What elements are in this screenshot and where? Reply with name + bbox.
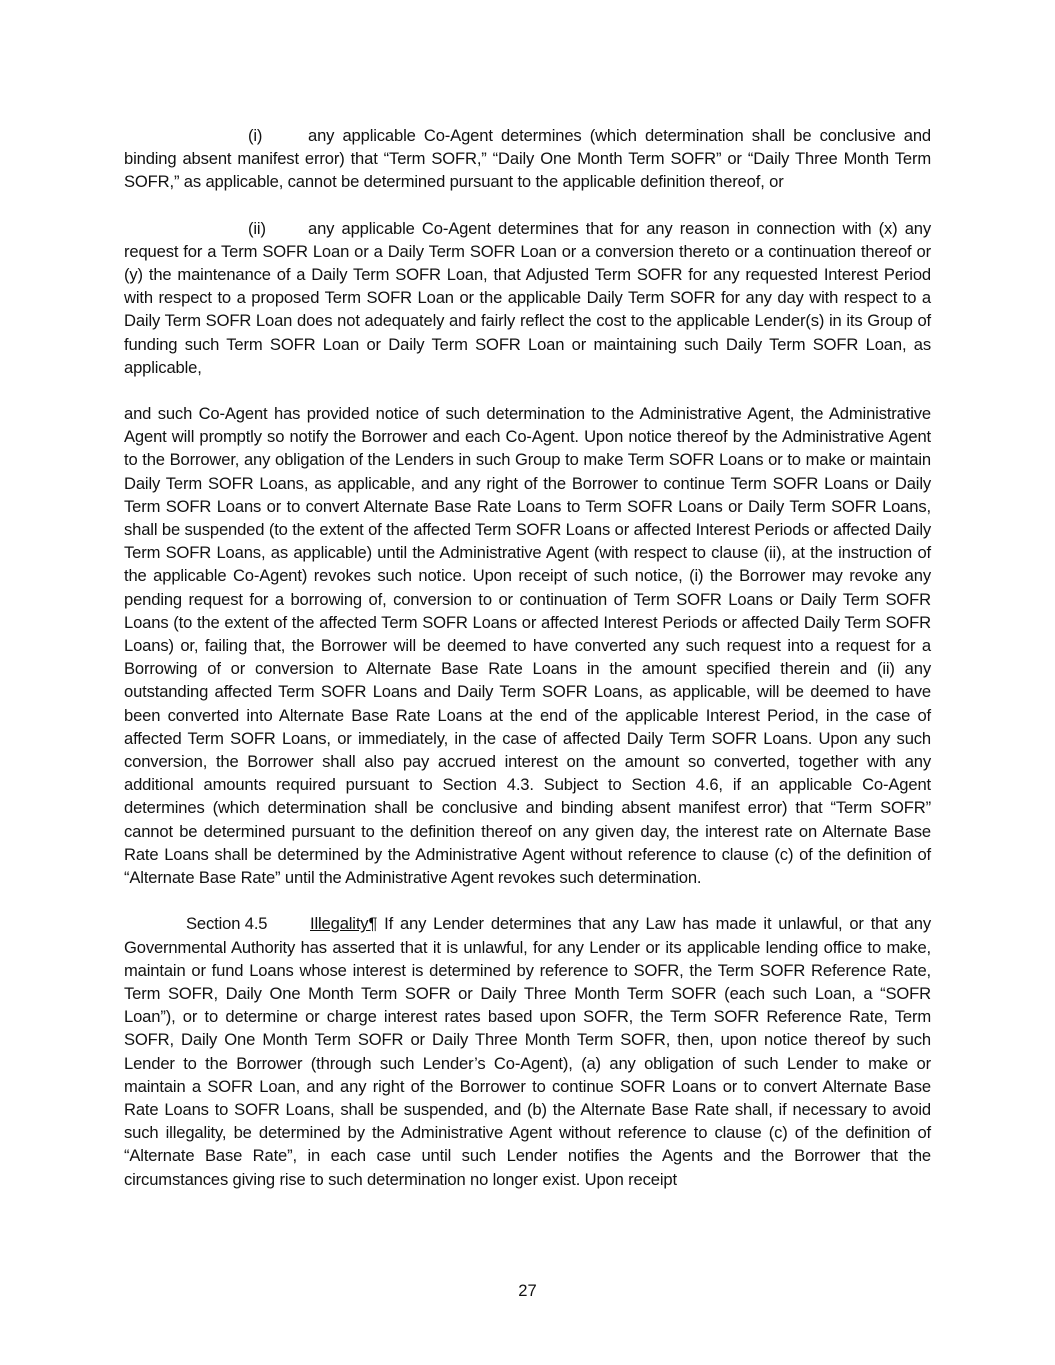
clause-i-label: (i) <box>248 126 263 145</box>
clause-ii-text: any applicable Co-Agent determines that for any reason in connection with (x) any request for a Term SOFR Loan or a Daily Term SOFR Loan or a conversion thereto or a continuation thereof or (y) the maintenance of a Daily Term SOFR Loan, that Adjusted Term SOFR for any requested Interest Period with respect to a proposed Term SOFR Loan or the applicable Daily Term SOFR for any day with respect to a Daily Term SOFR Loan does not adequately and fairly reflect the cost to the applicable Lender(s) in its Group of funding such Term SOFR Loan or Daily Term SOFR Loan or maintaining such Daily Term SOFR Loan, as applicable, <box>124 218 931 377</box>
section-number: Section 4.5 <box>186 914 268 934</box>
section-heading: Illegality¶ <box>310 914 378 934</box>
section-4-5-text: If any Lender determines that any Law has made it unlawful, or that any Governmental Authority has asserted that it is unlawful, for any Lender or its applicable lending office to make, maintain or fund Loans whose interest is determined by reference to SOFR, the Term SOFR Reference Rate, Term SOFR, Daily One Month Term SOFR or Daily Three Month Term SOFR (each such Loan, a “SOFR Loan”), or to determine or charge interest rates based upon SOFR, the Term SOFR Reference Rate, Term SOFR, Daily One Month Term SOFR or Daily Three Month Term SOFR, then, upon notice thereof by such Lender to the Borrower (through such Lender’s Co-Agent), (a) any obligation of such Lender to make or maintain a SOFR Loan, and any right of the Borrower to continue SOFR Loans or to convert Alternate Base Rate Loans to SOFR Loans, shall be suspended, and (b) the Alternate Base Rate shall, if necessary to avoid such illegality, be determined by the Administrative Agent without reference to clause (c) of the definition of “Alternate Base Rate”, in each case until such Lender notifies the Agents and the Borrower that the circumstances giving rise to such determination no longer exist. Upon receipt <box>124 914 931 1189</box>
clause-ii-label: (ii) <box>248 218 266 238</box>
clause-i-paragraph <box>124 124 931 194</box>
body-paragraph: and such Co-Agent has provided notice of such determination to the Administrative Agent, the Administrative Agent will promptly so notify the Borrower and each Co-Agent. Upon notice thereof by the Administrative Agent to the Borrower, any obligation of the Lenders in such Group to make Term SOFR Loans or to make or maintain Daily Term SOFR Loans, as applicable, and any right of the Borrower to continue Term SOFR Loans or Daily Term SOFR Loans or to convert Alternate Base Rate Loans to Term SOFR Loans or Daily Term SOFR Loans, shall be suspended (to the extent of the affected Term SOFR Loans or affected Interest Periods or affected Daily Term SOFR Loans, as applicable) until the Administrative Agent (with respect to clause (ii), at the instruction of the applicable Co-Agent) revokes such notice. Upon receipt of such notice, (i) the Borrower may revoke any pending request for a borrowing of, conversion to or continuation of Term SOFR Loans or Daily Term SOFR Loans (to the extent of the affected Term SOFR Loans or affected Interest Periods or affected Daily Term SOFR Loans) or, failing that, the Borrower will be deemed to have converted any such request into a request for a Borrowing of or conversion to Alternate Base Rate Loans in the amount specified therein and (ii) any outstanding affected Term SOFR Loans and Daily Term SOFR Loans, as applicable, will be deemed to have been converted into Alternate Base Rate Loans at the end of the applicable Interest Period, in the case of affected Term SOFR Loans, or immediately, in the case of affected Daily Term SOFR Loans. Upon any such conversion, the Borrower shall also pay accrued interest on the amount so converted, together with any additional amounts required pursuant to Section 4.3. Subject to Section 4.6, if an applicable Co-Agent determines (which determination shall be conclusive and binding absent manifest error) that “Term SOFR” cannot be determined pursuant to the definition thereof on any given day, the interest rate on Alternate Base Rate Loans shall be determined by the Administrative Agent without reference to clause (c) of the definition of “Alternate Base Rate” until the Administrative Agent revokes such determination. <box>124 404 931 888</box>
page-number: 27 <box>518 1281 537 1300</box>
clause-i-text: any applicable Co-Agent determines (which determination shall be conclusive and binding absent manifest error) that “Term SOFR,” “Daily One Month Term SOFR” or “Daily Three Month Term SOFR,” as applicable, cannot be determined pursuant to the applicable definition thereof, or <box>124 126 931 192</box>
section-4-5-paragraph <box>124 912 931 1190</box>
document-page <box>124 124 931 1214</box>
clause-ii-paragraph <box>124 217 931 379</box>
